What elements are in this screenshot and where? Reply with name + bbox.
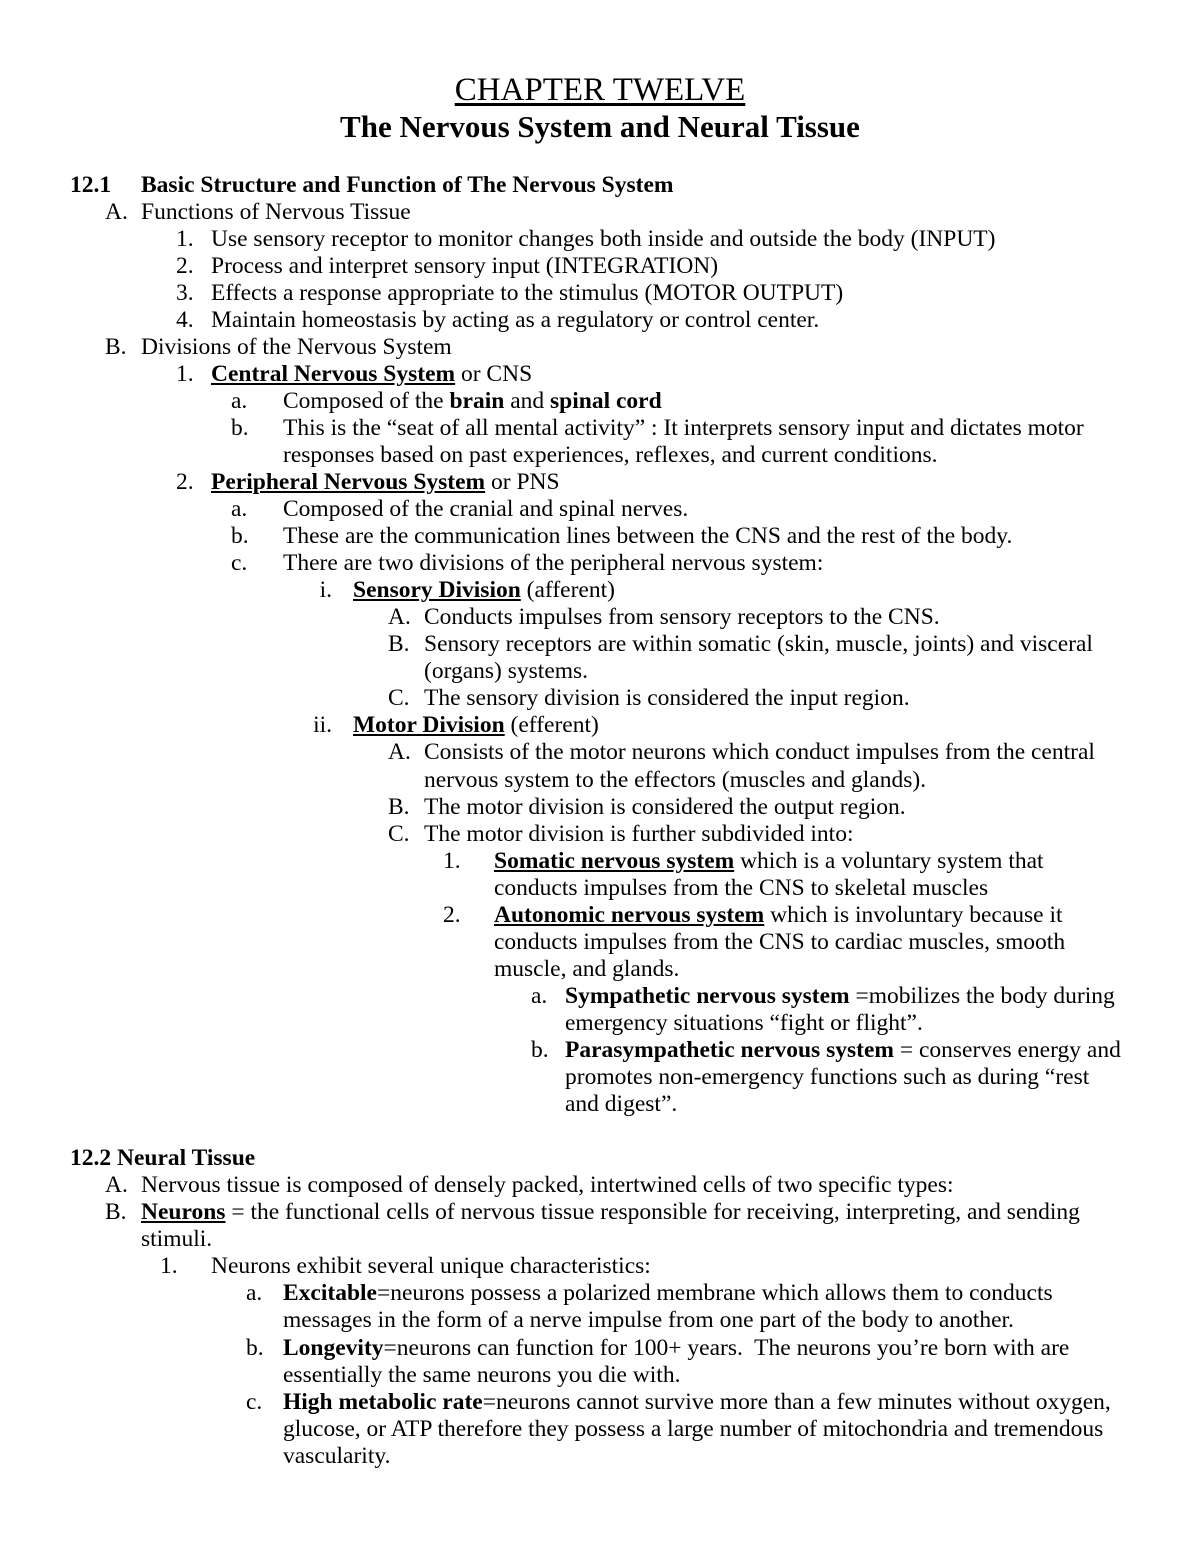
list-marker: 1. (443, 847, 461, 874)
item-text: or PNS (485, 469, 560, 496)
list-marker: a. (231, 496, 248, 523)
outline-item (0, 226, 1200, 253)
key-term: Longevity (283, 1334, 384, 1361)
item-text: =mobilizes the body during (849, 982, 1115, 1009)
item-text: Nervous tissue is composed of densely packed, intertwined cells of two specific types: (141, 1172, 954, 1199)
item-text: or CNS (455, 360, 533, 387)
outline-item (0, 1253, 1200, 1280)
outline-item-continuation (0, 1416, 1200, 1443)
item-text: vascularity. (283, 1442, 391, 1469)
outline-item-continuation (0, 442, 1200, 469)
outline-item-autonomic (0, 902, 1200, 929)
list-marker: a. (246, 1280, 263, 1307)
list-marker: C. (388, 685, 410, 712)
list-marker: 3. (176, 279, 194, 306)
list-marker: 1. (176, 225, 194, 252)
list-marker: A. (105, 1172, 128, 1199)
item-text: conducts impulses from the CNS to skeletal muscles (494, 874, 989, 901)
outline-item-metabolic-rate (0, 1389, 1200, 1416)
item-text: = the functional cells of nervous tissue responsible for receiving, interpreting, and sending (225, 1199, 1080, 1226)
document-body (0, 172, 1200, 1470)
item-text: which is a voluntary system that (734, 847, 1044, 874)
item-text: =neurons can function for 100+ years. The neurons you’re born with are (383, 1334, 1070, 1361)
item-text: promotes non-emergency functions such as during “rest (565, 1064, 1090, 1091)
outline-item-motor-division (0, 712, 1200, 739)
outline-item-continuation (0, 1307, 1200, 1334)
item-text: stimuli. (141, 1226, 213, 1253)
key-term: Motor Division (353, 712, 505, 739)
outline-item-continuation (0, 1064, 1200, 1091)
item-text: glucose, or ATP therefore they possess a large number of mitochondria and tremendous (283, 1415, 1104, 1442)
outline-item-parasympathetic (0, 1037, 1200, 1064)
outline-item-continuation (0, 767, 1200, 794)
outline-item-continuation (0, 875, 1200, 902)
list-marker: A. (388, 604, 411, 631)
item-text: conducts impulses from the CNS to cardiac muscles, smooth (494, 928, 1066, 955)
outline-item (0, 253, 1200, 280)
key-term: Parasympathetic nervous system (565, 1037, 894, 1063)
outline-item (0, 1172, 1200, 1199)
outline-item-continuation (0, 1226, 1200, 1253)
section-heading-12-1 (0, 172, 1200, 199)
item-text: The motor division is considered the output region. (424, 793, 906, 820)
list-marker: B. (105, 1199, 127, 1226)
outline-item-continuation (0, 1010, 1200, 1037)
outline-item (0, 550, 1200, 577)
outline-item (0, 821, 1200, 848)
list-marker: b. (531, 1037, 549, 1063)
item-text: (afferent) (520, 577, 615, 604)
item-text: The sensory division is considered the input region. (424, 685, 910, 712)
key-term: Sensory Division (353, 577, 521, 604)
list-marker: 4. (176, 306, 194, 333)
list-marker: A. (388, 739, 411, 766)
item-text: Neurons exhibit several unique characteristics: (211, 1253, 651, 1280)
key-term: Neurons (141, 1199, 226, 1226)
item-text: (organs) systems. (424, 658, 589, 685)
item-text: Process and interpret sensory input (INTEGRATION) (211, 252, 719, 279)
item-text: emergency situations “fight or flight”. (565, 1009, 923, 1036)
outline-item-continuation (0, 1362, 1200, 1389)
outline-item-divisions (0, 334, 1200, 361)
outline-item-longevity (0, 1335, 1200, 1362)
list-marker: b. (231, 523, 249, 550)
item-text: Composed of the cranial and spinal nerves. (283, 496, 689, 523)
section-number: 12.1 (70, 171, 112, 198)
section-heading-12-2 (0, 1145, 1200, 1172)
item-text: (efferent) (504, 712, 599, 739)
outline-item-excitable (0, 1280, 1200, 1307)
outline-item (0, 388, 1200, 415)
item-text: The motor division is further subdivided into: (424, 820, 854, 847)
list-marker: b. (246, 1334, 264, 1361)
item-text: nervous system to the effectors (muscles and glands). (424, 766, 927, 793)
outline-item (0, 496, 1200, 523)
list-marker: 2. (176, 252, 194, 279)
key-term: Sympathetic nervous system (565, 982, 850, 1009)
list-marker: 1. (176, 360, 194, 387)
item-text: which is involuntary because it (764, 901, 1063, 928)
outline-item (0, 307, 1200, 334)
item-text: Maintain homeostasis by acting as a regulatory or control center. (211, 306, 820, 333)
outline-item-sensory-division (0, 577, 1200, 604)
list-marker: B. (388, 631, 410, 658)
outline-item-continuation (0, 929, 1200, 956)
item-text: responses based on past experiences, reflexes, and current conditions. (283, 441, 938, 468)
list-marker: a. (231, 387, 248, 414)
outline-item-continuation (0, 1443, 1200, 1470)
outline-item (0, 280, 1200, 307)
section-title: 12.2 Neural Tissue (70, 1145, 256, 1172)
key-term: Central Nervous System (211, 360, 456, 387)
key-term: Somatic nervous system (494, 847, 735, 874)
list-marker: a. (531, 982, 548, 1009)
item-text: Composed of the (283, 387, 450, 414)
chapter-title: CHAPTER TWELVE (454, 72, 746, 108)
list-marker: B. (388, 793, 410, 820)
item-text: =neurons possess a polarized membrane which allows them to conducts (377, 1280, 1053, 1307)
item-text: muscle, and glands. (494, 955, 680, 982)
item-text: Effects a response appropriate to the stimulus (MOTOR OUTPUT) (211, 279, 844, 306)
key-term-brain: brain (449, 387, 505, 414)
outline-item (0, 415, 1200, 442)
outline-item-pns (0, 469, 1200, 496)
outline-item-continuation (0, 658, 1200, 685)
outline-item (0, 739, 1200, 766)
outline-item-neurons (0, 1199, 1200, 1226)
item-text: These are the communication lines between the CNS and the rest of the body. (283, 523, 1013, 550)
key-term: Peripheral Nervous System (211, 469, 486, 496)
item-text: essentially the same neurons you die with. (283, 1361, 681, 1388)
list-marker: c. (246, 1388, 263, 1415)
item-text: There are two divisions of the peripheral nervous system: (283, 550, 824, 577)
item-text: This is the “seat of all mental activity” : It interprets sensory input and dictates motor (283, 414, 1084, 441)
outline-item-continuation (0, 956, 1200, 983)
item-text: Conducts impulses from sensory receptors to the CNS. (424, 604, 940, 631)
item-text: Functions of Nervous Tissue (141, 198, 411, 225)
outline-item-cns (0, 361, 1200, 388)
outline-item (0, 604, 1200, 631)
list-marker: b. (231, 414, 249, 441)
list-marker: B. (105, 333, 127, 360)
list-marker: 2. (176, 469, 194, 496)
list-marker: c. (231, 550, 248, 577)
item-text: =neurons cannot survive more than a few minutes without oxygen, (482, 1388, 1111, 1415)
outline-item-continuation (0, 1091, 1200, 1118)
item-text: messages in the form of a nerve impulse from one part of the body to another. (283, 1307, 1014, 1334)
outline-item (0, 685, 1200, 712)
outline-item (0, 631, 1200, 658)
outline-item (0, 523, 1200, 550)
list-marker: i. (319, 577, 332, 604)
item-text: = conserves energy and (893, 1037, 1121, 1063)
item-text: and (504, 387, 550, 414)
list-marker: 2. (443, 901, 461, 928)
list-marker: C. (388, 820, 410, 847)
item-text: Consists of the motor neurons which conduct impulses from the central (424, 739, 1095, 766)
item-text: Sensory receptors are within somatic (skin, muscle, joints) and visceral (424, 631, 1093, 658)
outline-item-functions (0, 199, 1200, 226)
item-text: Divisions of the Nervous System (141, 333, 452, 360)
item-text: Use sensory receptor to monitor changes both inside and outside the body (INPUT) (211, 225, 996, 252)
outline-item-sympathetic (0, 983, 1200, 1010)
outline-item (0, 794, 1200, 821)
list-marker: ii. (313, 712, 332, 739)
chapter-subtitle: The Nervous System and Neural Tissue (340, 109, 860, 144)
list-marker: A. (105, 198, 128, 225)
outline-item-somatic (0, 848, 1200, 875)
key-term-spinal-cord: spinal cord (550, 387, 662, 414)
key-term: Excitable (283, 1280, 377, 1307)
key-term: High metabolic rate (283, 1388, 483, 1415)
section-gap (0, 1118, 1200, 1145)
section-title: Basic Structure and Function of The Nervous System (141, 171, 674, 198)
list-marker: 1. (160, 1253, 178, 1280)
key-term: Autonomic nervous system (494, 901, 765, 928)
item-text: and digest”. (565, 1091, 678, 1118)
